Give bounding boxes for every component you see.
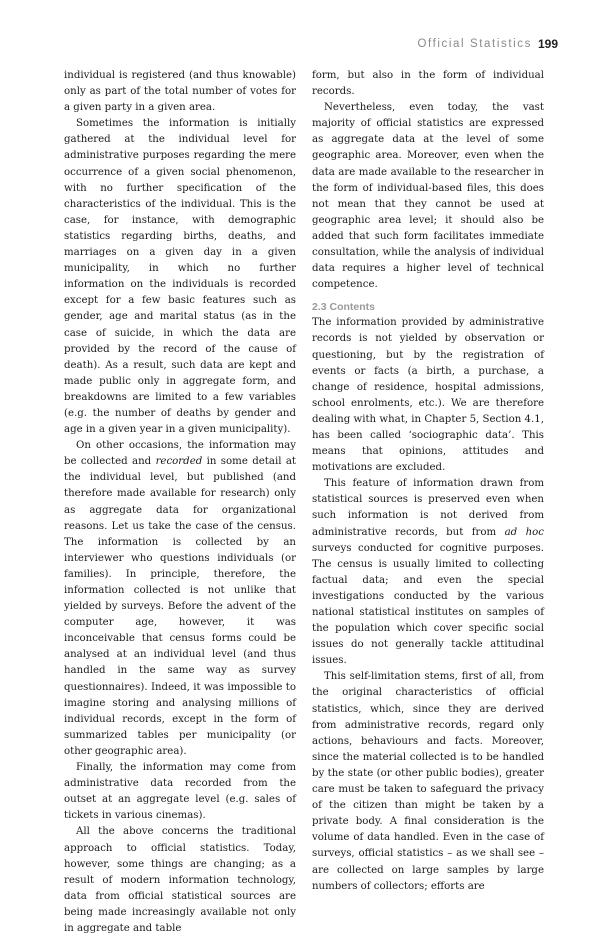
text-run: surveys conducted for cognitive purposes. The census is usually limited to collecting factual data; and even the special investigations conducted by the various national statistical institutes on samples of the population which cover specific social issues do not generally tackle attitudinal issues. [312, 542, 544, 667]
paragraph [312, 476, 544, 669]
right-column [312, 68, 544, 895]
paragraph: Sometimes the information is initially gathered at the individual level for administrative purposes regarding the mere occurrence of a given social phenomenon, with no further specification of the characteristics of the individual. This is the case, for instance, with demographic statistics regarding births, deaths, and marriages on a given day in a given municipality, in which no further information on the individuals is recorded except for a few basic features such as gender, age and marital status (as in the case of suicide, in which the data are provided by the record of the cause of death). As a result, such data are kept and made public only in aggregate form, and breakdowns are limited to a few variables (e.g. the number of deaths by gender and age in a given year in a given municipality). [64, 118, 296, 436]
running-title: Official Statistics [417, 38, 532, 50]
paragraph: The information provided by administrative records is not yielded by observation or questioning, but by the registration of events or facts (a birth, a purchase, a change of residence, hospital admissions, school enrolments, etc.). We are therefore dealing with what, in Chapter 5, Section 4.1, has been called ‘sociographic data’. This means that opinions, attitudes and motivations are excluded. [312, 317, 544, 474]
paragraph: individual is registered (and thus knowable) only as part of the total number of votes for a given party in a given area. [64, 70, 296, 114]
page-number: 199 [537, 37, 558, 51]
paragraph: This self-limitation stems, first of all, from the original characteristics of official statistics, which, since they are derived from administrative records, regard only actions, behaviours and facts. Moreover, since the material collected is to be handled by the state (or other public bodies), greater care must be taken to safeguard the privacy of the citizen than might be taken by a private body. A final consideration is the volume of data handled. Even in the case of surveys, official statistics – as we shall see – are collected on large samples by large numbers of collectors; efforts are [312, 671, 544, 892]
left-column [64, 68, 296, 937]
paragraph: Finally, the information may come from administrative data recorded from the outset at an aggregate level (e.g. sales of tickets in various cinemas). [64, 762, 296, 822]
section-heading: 2.3 Contents [312, 301, 376, 314]
text-run: This feature of information drawn from statistical sources is preserved even when such information is not derived from administrative records, but from [312, 478, 544, 538]
text-run: in some detail at the individual level, but published (and therefore made available for research) only as aggregate data for organizational reasons. Let us take the case of the census. The information is collected by an interviewer who questions individuals (or families). In principle, therefore, the information collected is not unlike that yielded by surveys. Before the advent of the computer age, however, it was inconceivable that census forms could be analysed at an individual level (and thus handled in the same way as survey questionnaires). Indeed, it was impossible to imagine storing and analysing millions of individual records, except in the form of summarized tables per municipality (or other geographic area). [64, 456, 297, 757]
italic-text: recorded [155, 456, 203, 468]
paragraph: All the above concerns the traditional approach to official statistics. Today, however, some things are changing; as a result of modern information technology, data from official statistical sources are being made increasingly available not only in aggregate and table [64, 826, 296, 934]
text-run: On other occasions, the information may be collected and [64, 440, 296, 468]
italic-text: ad hoc [504, 526, 544, 538]
paragraph [64, 438, 296, 760]
paragraph: Nevertheless, even today, the vast majority of official statistics are expressed as aggregate data at the level of some geographic area. Moreover, even when the data are made available to the researcher in the form of individual-based files, this does not mean that they cannot be used at geographic area level; it should also be added that such form facilitates immediate consultation, while the analysis of individual data requires a higher level of technical competence. [312, 102, 544, 291]
paragraph: form, but also in the form of individual records. [312, 70, 544, 98]
